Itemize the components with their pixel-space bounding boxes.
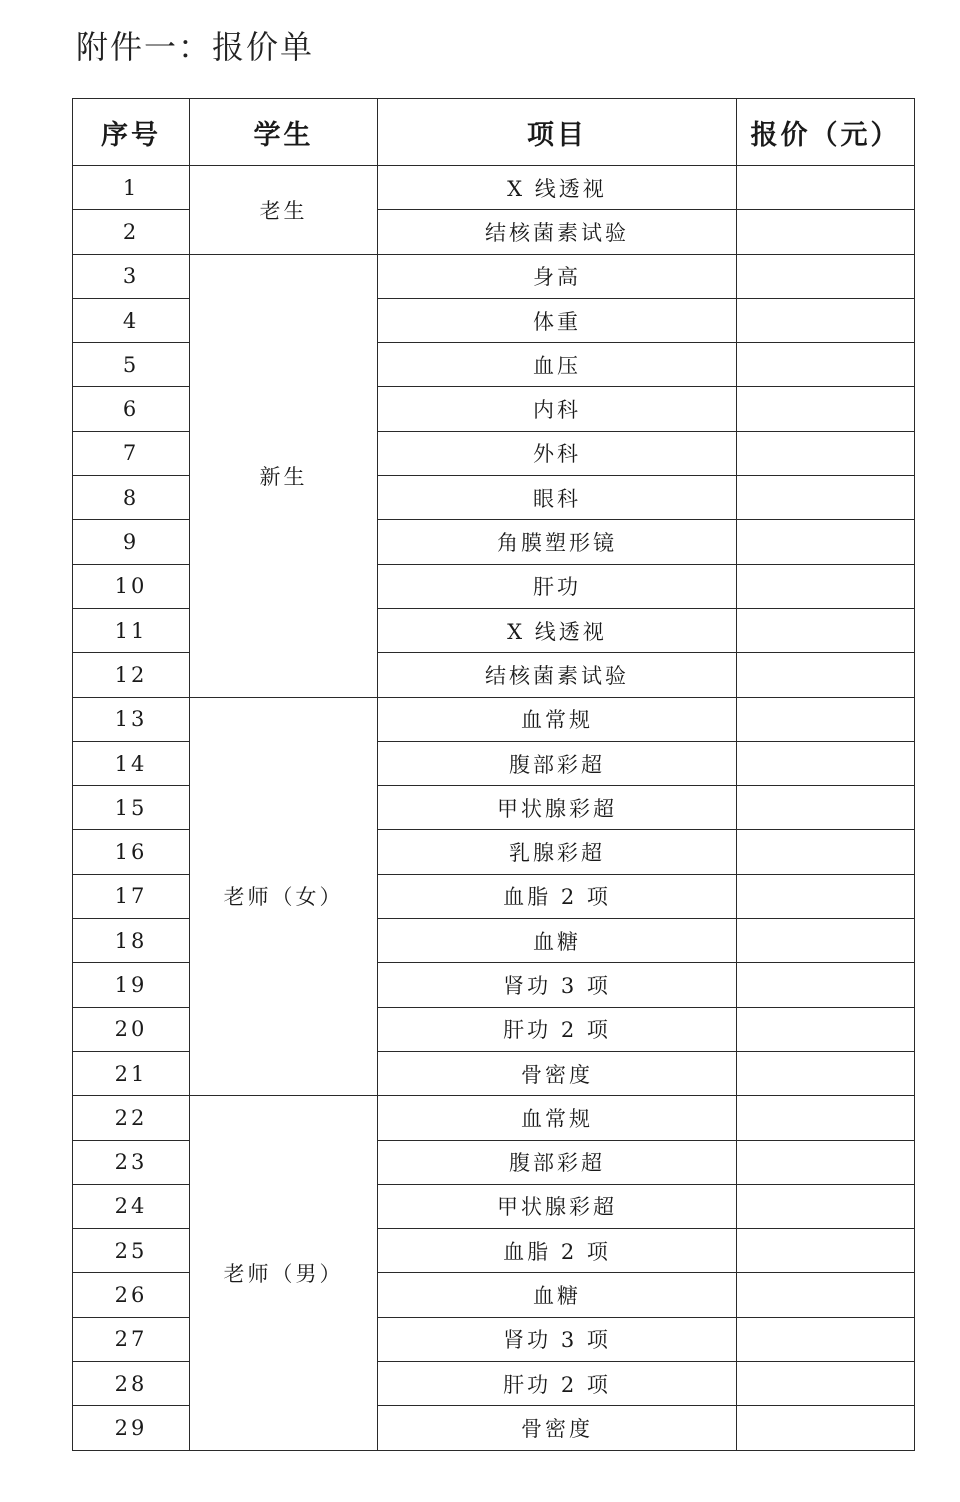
price-cell[interactable]: [737, 343, 915, 387]
item-cell: 身高: [378, 254, 737, 298]
seq-cell: 20: [73, 1007, 190, 1051]
price-cell[interactable]: [737, 298, 915, 342]
seq-cell: 13: [73, 697, 190, 741]
item-cell: 结核菌素试验: [378, 210, 737, 254]
group-cell: 新生: [190, 254, 378, 697]
header-item: 项目: [378, 99, 737, 166]
item-cell: 骨密度: [378, 1051, 737, 1095]
seq-cell: 18: [73, 919, 190, 963]
price-cell[interactable]: [737, 741, 915, 785]
price-cell[interactable]: [737, 1007, 915, 1051]
header-price: 报价（元）: [737, 99, 915, 166]
table-row: [73, 697, 915, 741]
item-cell: 肝功 2 项: [378, 1362, 737, 1406]
item-cell: 肾功 3 项: [378, 1317, 737, 1361]
item-cell: 眼科: [378, 476, 737, 520]
item-cell: 血脂 2 项: [378, 1229, 737, 1273]
seq-cell: 29: [73, 1406, 190, 1450]
price-cell[interactable]: [737, 1184, 915, 1228]
seq-cell: 27: [73, 1317, 190, 1361]
seq-cell: 16: [73, 830, 190, 874]
seq-cell: 23: [73, 1140, 190, 1184]
item-cell: 结核菌素试验: [378, 653, 737, 697]
price-cell[interactable]: [737, 1051, 915, 1095]
seq-cell: 24: [73, 1184, 190, 1228]
seq-cell: 15: [73, 786, 190, 830]
header-seq: 序号: [73, 99, 190, 166]
price-cell[interactable]: [737, 1362, 915, 1406]
seq-cell: 1: [73, 166, 190, 210]
table-row: [73, 254, 915, 298]
item-cell: 骨密度: [378, 1406, 737, 1450]
group-cell: 老师（男）: [190, 1096, 378, 1450]
item-cell: 甲状腺彩超: [378, 786, 737, 830]
item-cell: X 线透视: [378, 166, 737, 210]
price-cell[interactable]: [737, 697, 915, 741]
price-cell[interactable]: [737, 1317, 915, 1361]
table-body: [73, 166, 915, 1451]
item-cell: 肝功: [378, 564, 737, 608]
price-cell[interactable]: [737, 520, 915, 564]
price-cell[interactable]: [737, 166, 915, 210]
item-cell: 血脂 2 项: [378, 874, 737, 918]
price-cell[interactable]: [737, 564, 915, 608]
seq-cell: 11: [73, 608, 190, 652]
item-cell: 体重: [378, 298, 737, 342]
price-cell[interactable]: [737, 476, 915, 520]
price-cell[interactable]: [737, 830, 915, 874]
item-cell: 腹部彩超: [378, 741, 737, 785]
seq-cell: 28: [73, 1362, 190, 1406]
item-cell: 血压: [378, 343, 737, 387]
item-cell: 肝功 2 项: [378, 1007, 737, 1051]
seq-cell: 14: [73, 741, 190, 785]
price-cell[interactable]: [737, 1406, 915, 1450]
item-cell: 外科: [378, 431, 737, 475]
seq-cell: 8: [73, 476, 190, 520]
price-cell[interactable]: [737, 653, 915, 697]
seq-cell: 5: [73, 343, 190, 387]
header-group: 学生: [190, 99, 378, 166]
group-cell: 老师（女）: [190, 697, 378, 1096]
item-cell: 角膜塑形镜: [378, 520, 737, 564]
price-cell[interactable]: [737, 1229, 915, 1273]
price-cell[interactable]: [737, 387, 915, 431]
item-cell: 内科: [378, 387, 737, 431]
price-cell[interactable]: [737, 1096, 915, 1140]
seq-cell: 17: [73, 874, 190, 918]
seq-cell: 25: [73, 1229, 190, 1273]
item-cell: 乳腺彩超: [378, 830, 737, 874]
seq-cell: 3: [73, 254, 190, 298]
item-cell: 肾功 3 项: [378, 963, 737, 1007]
price-cell[interactable]: [737, 963, 915, 1007]
group-cell: 老生: [190, 166, 378, 255]
price-cell[interactable]: [737, 1273, 915, 1317]
price-cell[interactable]: [737, 608, 915, 652]
price-cell[interactable]: [737, 919, 915, 963]
item-cell: 血常规: [378, 697, 737, 741]
seq-cell: 22: [73, 1096, 190, 1140]
item-cell: 腹部彩超: [378, 1140, 737, 1184]
seq-cell: 2: [73, 210, 190, 254]
table-row: [73, 166, 915, 210]
seq-cell: 7: [73, 431, 190, 475]
table-header: [73, 99, 915, 166]
price-cell[interactable]: [737, 210, 915, 254]
price-cell[interactable]: [737, 254, 915, 298]
item-cell: 血常规: [378, 1096, 737, 1140]
item-cell: 甲状腺彩超: [378, 1184, 737, 1228]
seq-cell: 10: [73, 564, 190, 608]
quote-table: [72, 98, 915, 1451]
seq-cell: 12: [73, 653, 190, 697]
header-row: [73, 99, 915, 166]
price-cell[interactable]: [737, 1140, 915, 1184]
seq-cell: 9: [73, 520, 190, 564]
item-cell: 血糖: [378, 1273, 737, 1317]
seq-cell: 26: [73, 1273, 190, 1317]
document-title: 附件一：报价单: [76, 28, 315, 66]
price-cell[interactable]: [737, 874, 915, 918]
item-cell: X 线透视: [378, 608, 737, 652]
price-cell[interactable]: [737, 431, 915, 475]
seq-cell: 21: [73, 1051, 190, 1095]
price-cell[interactable]: [737, 786, 915, 830]
seq-cell: 4: [73, 298, 190, 342]
item-cell: 血糖: [378, 919, 737, 963]
seq-cell: 19: [73, 963, 190, 1007]
table-row: [73, 1096, 915, 1140]
seq-cell: 6: [73, 387, 190, 431]
